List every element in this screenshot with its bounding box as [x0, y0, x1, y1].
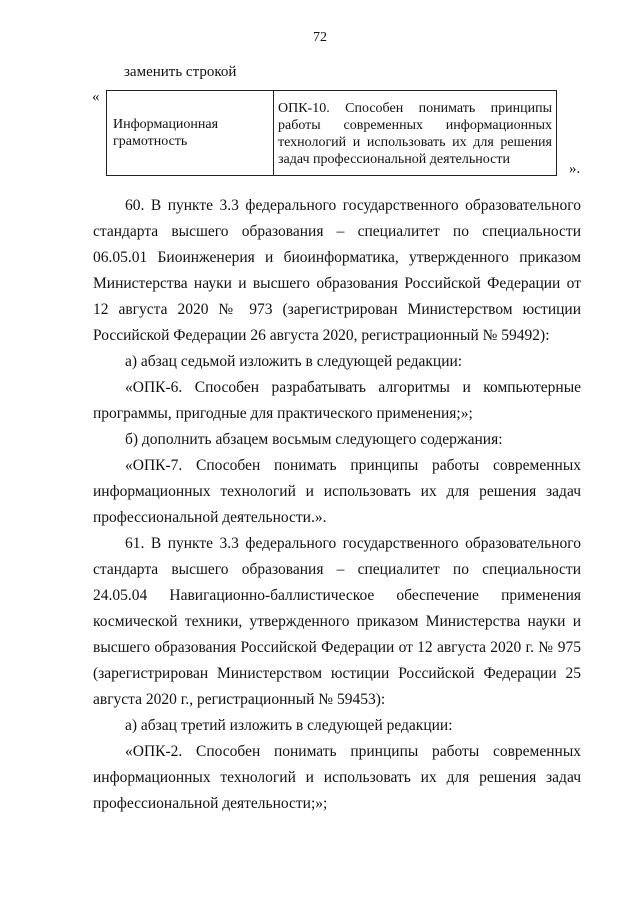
- paragraph-opk-7: «ОПК-7. Способен понимать принципы работы современных информационных технологий и использовать их для решения задач профессиональной деятельности.».: [93, 457, 581, 526]
- paragraph-60-b: б) дополнить абзацем восьмым следующего содержания:: [125, 431, 503, 448]
- paragraph-opk-2: «ОПК-2. Способен понимать принципы работы современных информационных технологий и использовать их для решения задач профессиональной деятельности;»;: [93, 743, 581, 812]
- opening-quote: «: [92, 89, 100, 105]
- paragraph-60: 60. В пункте 3.3 федерального государственного образовательного стандарта высшего образования – специалитет по специальности 06.05.01 Биоинженерия и биоинформатика, утвержденного приказом Министерства науки и высшего образования Российской Федерации от 12 августа 2020 № 973 (зарегистрирован Министерством юстиции Российской Федерации 26 августа 2020, регистрационный № 59492):: [93, 197, 581, 344]
- competency-category-cell: Информационная грамотность: [107, 91, 274, 176]
- table-row: [107, 91, 557, 176]
- paragraph-61-a: а) абзац третий изложить в следующей редакции:: [125, 717, 453, 734]
- closing-quote: ».: [569, 161, 581, 177]
- paragraph-opk-6: «ОПК-6. Способен разрабатывать алгоритмы и компьютерные программы, пригодные для практического применения;»;: [93, 379, 581, 422]
- competency-description-cell: ОПК-10. Способен понимать принципы работы современных информационных технологий и использовать их для решения задач профессиональной деятельности: [274, 91, 557, 176]
- page-number: 72: [313, 30, 327, 45]
- intro-text: заменить строкой: [124, 64, 237, 80]
- paragraph-60-a: а) абзац седьмой изложить в следующей редакции:: [125, 353, 463, 370]
- paragraph-61: 61. В пункте 3.3 федерального государственного образовательного стандарта высшего образования – специалитет по специальности 24.05.04 Навигационно-баллистическое обеспечение применения космической техники, утвержденного приказом Министерства науки и высшего образования Российской Федерации от 12 августа 2020 г. № 975 (зарегистрирован Министерством юстиции Российской Федерации 25 августа 2020 г., регистрационный № 59453):: [93, 535, 581, 708]
- competency-table: [106, 90, 557, 176]
- body-text: [93, 193, 581, 817]
